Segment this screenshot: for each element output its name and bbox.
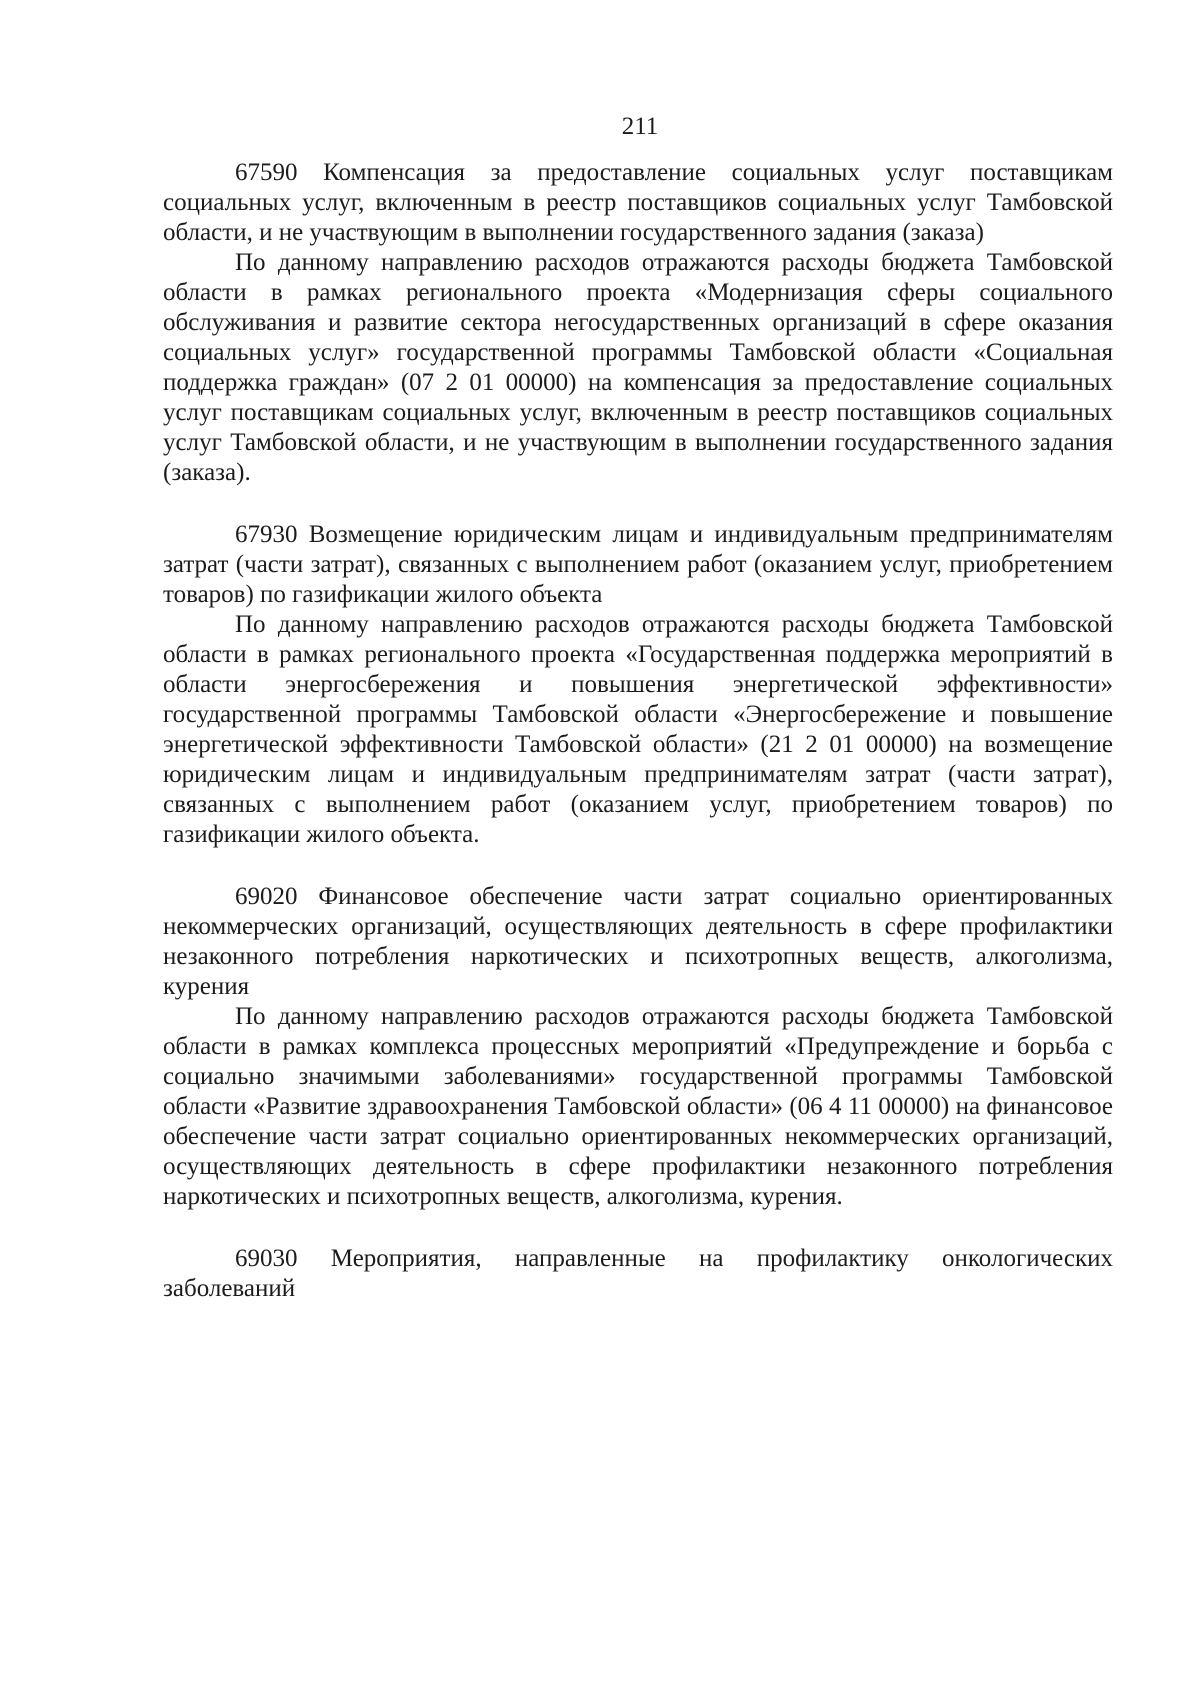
section-heading-69020: 69020 Финансовое обеспечение части затрат социально ориентированных некоммерческих организаций, осуществляющих деятельность в сфере профилактики незаконного потребления наркотических и психотропных веществ, алкоголизма, курения	[163, 883, 1113, 1000]
document-body	[163, 158, 1113, 1304]
section-gap	[163, 1212, 1113, 1244]
section-gap	[163, 850, 1113, 882]
section-body-69020: По данному направлению расходов отражаются расходы бюджета Тамбовской области в рамках комплекса процессных мероприятий «Предупреждение и борьба с социально значимыми заболеваниями» государственной программы Тамбовской области «Развитие здравоохранения Тамбовской области» (06 4 11 00000) на финансовое обеспечение части затрат социально ориентированных некоммерческих организаций, осуществляющих деятельность в сфере профилактики незаконного потребления наркотических и психотропных веществ, алкоголизма, курения.	[163, 1003, 1113, 1210]
section-gap	[163, 488, 1113, 520]
section-heading-69030: 69030 Мероприятия, направленные на профилактику онкологических заболеваний	[163, 1245, 1113, 1302]
section-heading-67930: 67930 Возмещение юридическим лицам и индивидуальным предпринимателям затрат (части затрат), связанных с выполнением работ (оказанием услуг, приобретением товаров) по газификации жилого объекта	[163, 521, 1113, 608]
section-body-67590: По данному направлению расходов отражаются расходы бюджета Тамбовской области в рамках регионального проекта «Модернизация сферы социального обслуживания и развитие сектора негосударственных организаций в сфере оказания социальных услуг» государственной программы Тамбовской области «Социальная поддержка граждан» (07 2 01 00000) на компенсация за предоставление социальных услуг поставщикам социальных услуг, включенным в реестр поставщиков социальных услуг Тамбовской области, и не участвующим в выполнении государственного задания (заказа).	[163, 249, 1113, 486]
section-heading-67590: 67590 Компенсация за предоставление социальных услуг поставщикам социальных услуг, включенным в реестр поставщиков социальных услуг Тамбовской области, и не участвующим в выполнении государственного задания (заказа)	[163, 159, 1113, 246]
section-body-67930: По данному направлению расходов отражаются расходы бюджета Тамбовской области в рамках регионального проекта «Государственная поддержка мероприятий в области энергосбережения и повышения энергетической эффективности» государственной программы Тамбовской области «Энергосбережение и повышение энергетической эффективности Тамбовской области» (21 2 01 00000) на возмещение юридическим лицам и индивидуальным предпринимателям затрат (части затрат), связанных с выполнением работ (оказанием услуг, приобретением товаров) по газификации жилого объекта.	[163, 611, 1113, 848]
page-number: 211	[621, 113, 659, 140]
